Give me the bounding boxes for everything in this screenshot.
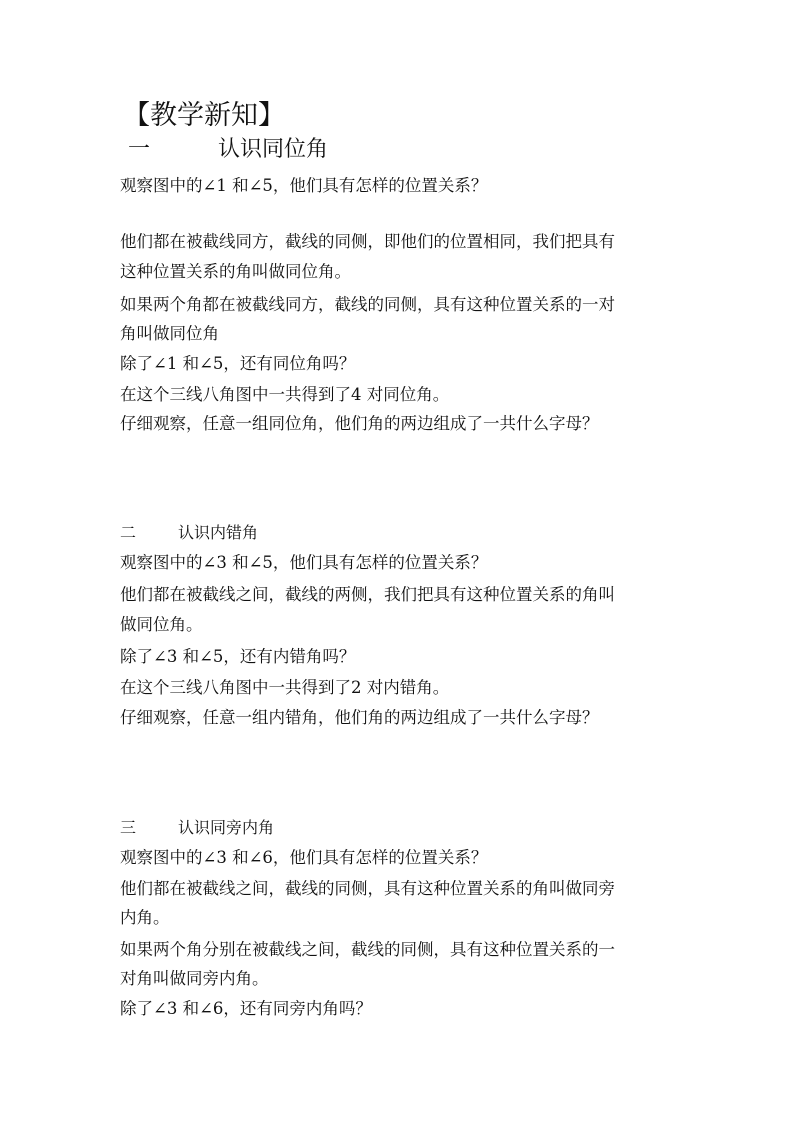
paragraph-line: 观察图中的∠3 和∠6，他们具有怎样的位置关系？ bbox=[120, 848, 488, 867]
paragraph-line: 观察图中的∠1 和∠5，他们具有怎样的位置关系？ bbox=[120, 176, 488, 195]
paragraph-line: 除了∠3 和∠6，还有同旁内角吗？ bbox=[120, 999, 372, 1018]
paragraph-line: 对角叫做同旁内角。 bbox=[120, 969, 269, 988]
paragraph-line: 仔细观察，任意一组同位角，他们角的两边组成了一共什么字母？ bbox=[120, 414, 599, 433]
paragraph-line: 他们都在被截线之间，截线的同侧，具有这种位置关系的角叫做同旁 bbox=[120, 879, 615, 898]
paragraph-line: 仔细观察，任意一组内错角，他们角的两边组成了一共什么字母？ bbox=[120, 708, 599, 727]
section-title-1: 认识同位角 bbox=[218, 137, 329, 162]
section-heading-1 bbox=[128, 134, 328, 166]
section-heading-3 bbox=[120, 813, 274, 843]
paragraph-line: 他们都在被截线之间，截线的两侧，我们把具有这种位置关系的角叫 bbox=[120, 585, 615, 604]
paragraph-line: 角叫做同位角 bbox=[120, 324, 219, 343]
paragraph-line: 做同位角。 bbox=[120, 615, 203, 634]
paragraph-line: 在这个三线八角图中一共得到了2 对内错角。 bbox=[120, 678, 450, 697]
paragraph-line: 除了∠3 和∠5，还有内错角吗？ bbox=[120, 647, 356, 666]
section-number-1: 一 bbox=[128, 137, 151, 162]
section-title-2: 认识内错角 bbox=[178, 523, 259, 542]
paragraph-line: 内角。 bbox=[120, 908, 170, 927]
paragraph-line: 如果两个角分别在被截线之间，截线的同侧，具有这种位置关系的一 bbox=[120, 940, 615, 959]
section-number-2: 二 bbox=[120, 523, 137, 542]
paragraph-line: 他们都在被截线同方，截线的同侧，即他们的位置相同，我们把具有 bbox=[120, 232, 615, 251]
page-title: 【教学新知】 bbox=[123, 100, 285, 131]
section-number-3: 三 bbox=[120, 818, 137, 837]
paragraph-line: 这种位置关系的角叫做同位角。 bbox=[120, 262, 351, 281]
paragraph-line: 除了∠1 和∠5，还有同位角吗？ bbox=[120, 354, 356, 373]
paragraph-line: 观察图中的∠3 和∠5，他们具有怎样的位置关系？ bbox=[120, 553, 488, 572]
section-title-3: 认识同旁内角 bbox=[178, 818, 275, 837]
paragraph-line: 如果两个角都在被截线同方，截线的同侧，具有这种位置关系的一对 bbox=[120, 295, 615, 314]
section-heading-2 bbox=[120, 518, 258, 548]
paragraph-line: 在这个三线八角图中一共得到了4 对同位角。 bbox=[120, 385, 450, 404]
